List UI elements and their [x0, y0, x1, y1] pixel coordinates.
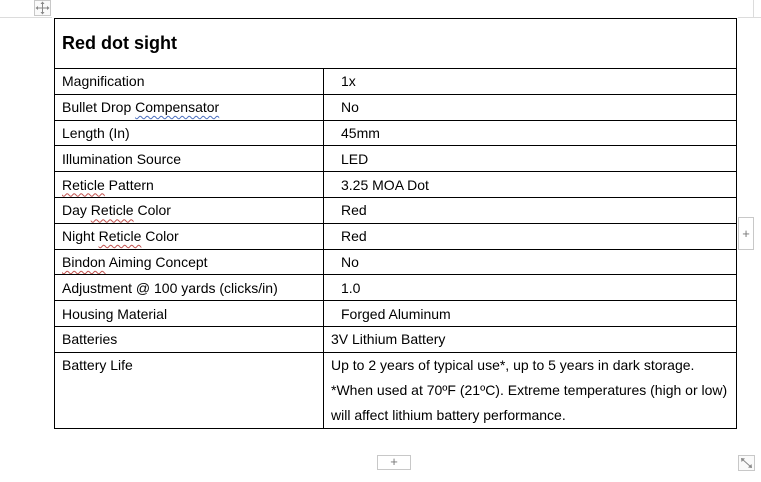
- table-row: [55, 275, 737, 301]
- spec-label[interactable]: Adjustment @ 100 yards (clicks/in): [55, 275, 324, 301]
- spec-value[interactable]: No: [324, 249, 737, 275]
- add-row-button[interactable]: [377, 455, 411, 470]
- plus-icon: +: [742, 226, 750, 241]
- red-dot-sight-spec-table: [54, 18, 737, 429]
- label-text: Aiming Concept: [105, 253, 208, 270]
- table-row: [55, 146, 737, 172]
- spec-value[interactable]: Up to 2 years of typical use*, up to 5 years in dark storage. *When used at 70ºF (21ºC). Extreme temperatures (high or low) will affect lithium battery performance.: [324, 352, 737, 428]
- flagged-word: Reticle: [98, 228, 142, 245]
- label-text: Pattern: [104, 176, 154, 193]
- spec-value[interactable]: Red: [324, 223, 737, 249]
- spec-value[interactable]: LED: [324, 146, 737, 172]
- table-row: [55, 326, 737, 352]
- spec-label[interactable]: Batteries: [55, 326, 324, 352]
- spec-value[interactable]: Forged Aluminum: [324, 301, 737, 327]
- table-row: [55, 301, 737, 327]
- spec-value[interactable]: 1x: [324, 69, 737, 95]
- table-row: [55, 197, 737, 223]
- table-row: [55, 172, 737, 198]
- table-row: [55, 352, 737, 428]
- move-cross-icon: [35, 1, 50, 15]
- table-row: [55, 94, 737, 120]
- table-row: [55, 69, 737, 95]
- table-title[interactable]: Red dot sight: [55, 19, 737, 69]
- label-text: Night: [62, 228, 99, 245]
- flagged-word: Reticle: [62, 176, 105, 193]
- spec-value[interactable]: 3.25 MOA Dot: [324, 172, 737, 198]
- flagged-word: Reticle: [90, 202, 134, 219]
- spec-value[interactable]: 45mm: [324, 120, 737, 146]
- label-text: Bullet Drop: [62, 99, 136, 116]
- flagged-word: Compensator: [135, 99, 220, 116]
- spec-value[interactable]: 3V Lithium Battery: [324, 326, 737, 352]
- resize-diagonal-icon: [739, 456, 754, 470]
- spec-value[interactable]: No: [324, 94, 737, 120]
- table-row: [55, 249, 737, 275]
- add-column-button[interactable]: [738, 217, 754, 250]
- spec-label[interactable]: Magnification: [55, 69, 324, 95]
- spec-label[interactable]: Length (In): [55, 120, 324, 146]
- spec-value[interactable]: Red: [324, 197, 737, 223]
- flagged-word: Bindon: [62, 253, 106, 270]
- page-right-guide-line: [753, 0, 754, 17]
- label-text: Day: [62, 202, 91, 219]
- spec-label[interactable]: [55, 94, 324, 120]
- table-row: [55, 223, 737, 249]
- spec-label[interactable]: Battery Life: [55, 352, 324, 428]
- table-move-handle[interactable]: [34, 0, 51, 16]
- table-row: [55, 120, 737, 146]
- spec-label[interactable]: Housing Material: [55, 301, 324, 327]
- spec-label[interactable]: [55, 223, 324, 249]
- spec-label[interactable]: [55, 172, 324, 198]
- label-text: Color: [141, 228, 179, 245]
- table-title-row: [55, 19, 737, 69]
- spec-label[interactable]: [55, 197, 324, 223]
- spec-label[interactable]: Illumination Source: [55, 146, 324, 172]
- table-resize-handle[interactable]: [738, 455, 755, 471]
- spec-label[interactable]: [55, 249, 324, 275]
- spec-value[interactable]: 1.0: [324, 275, 737, 301]
- label-text: Color: [133, 202, 171, 219]
- plus-icon: +: [390, 454, 398, 469]
